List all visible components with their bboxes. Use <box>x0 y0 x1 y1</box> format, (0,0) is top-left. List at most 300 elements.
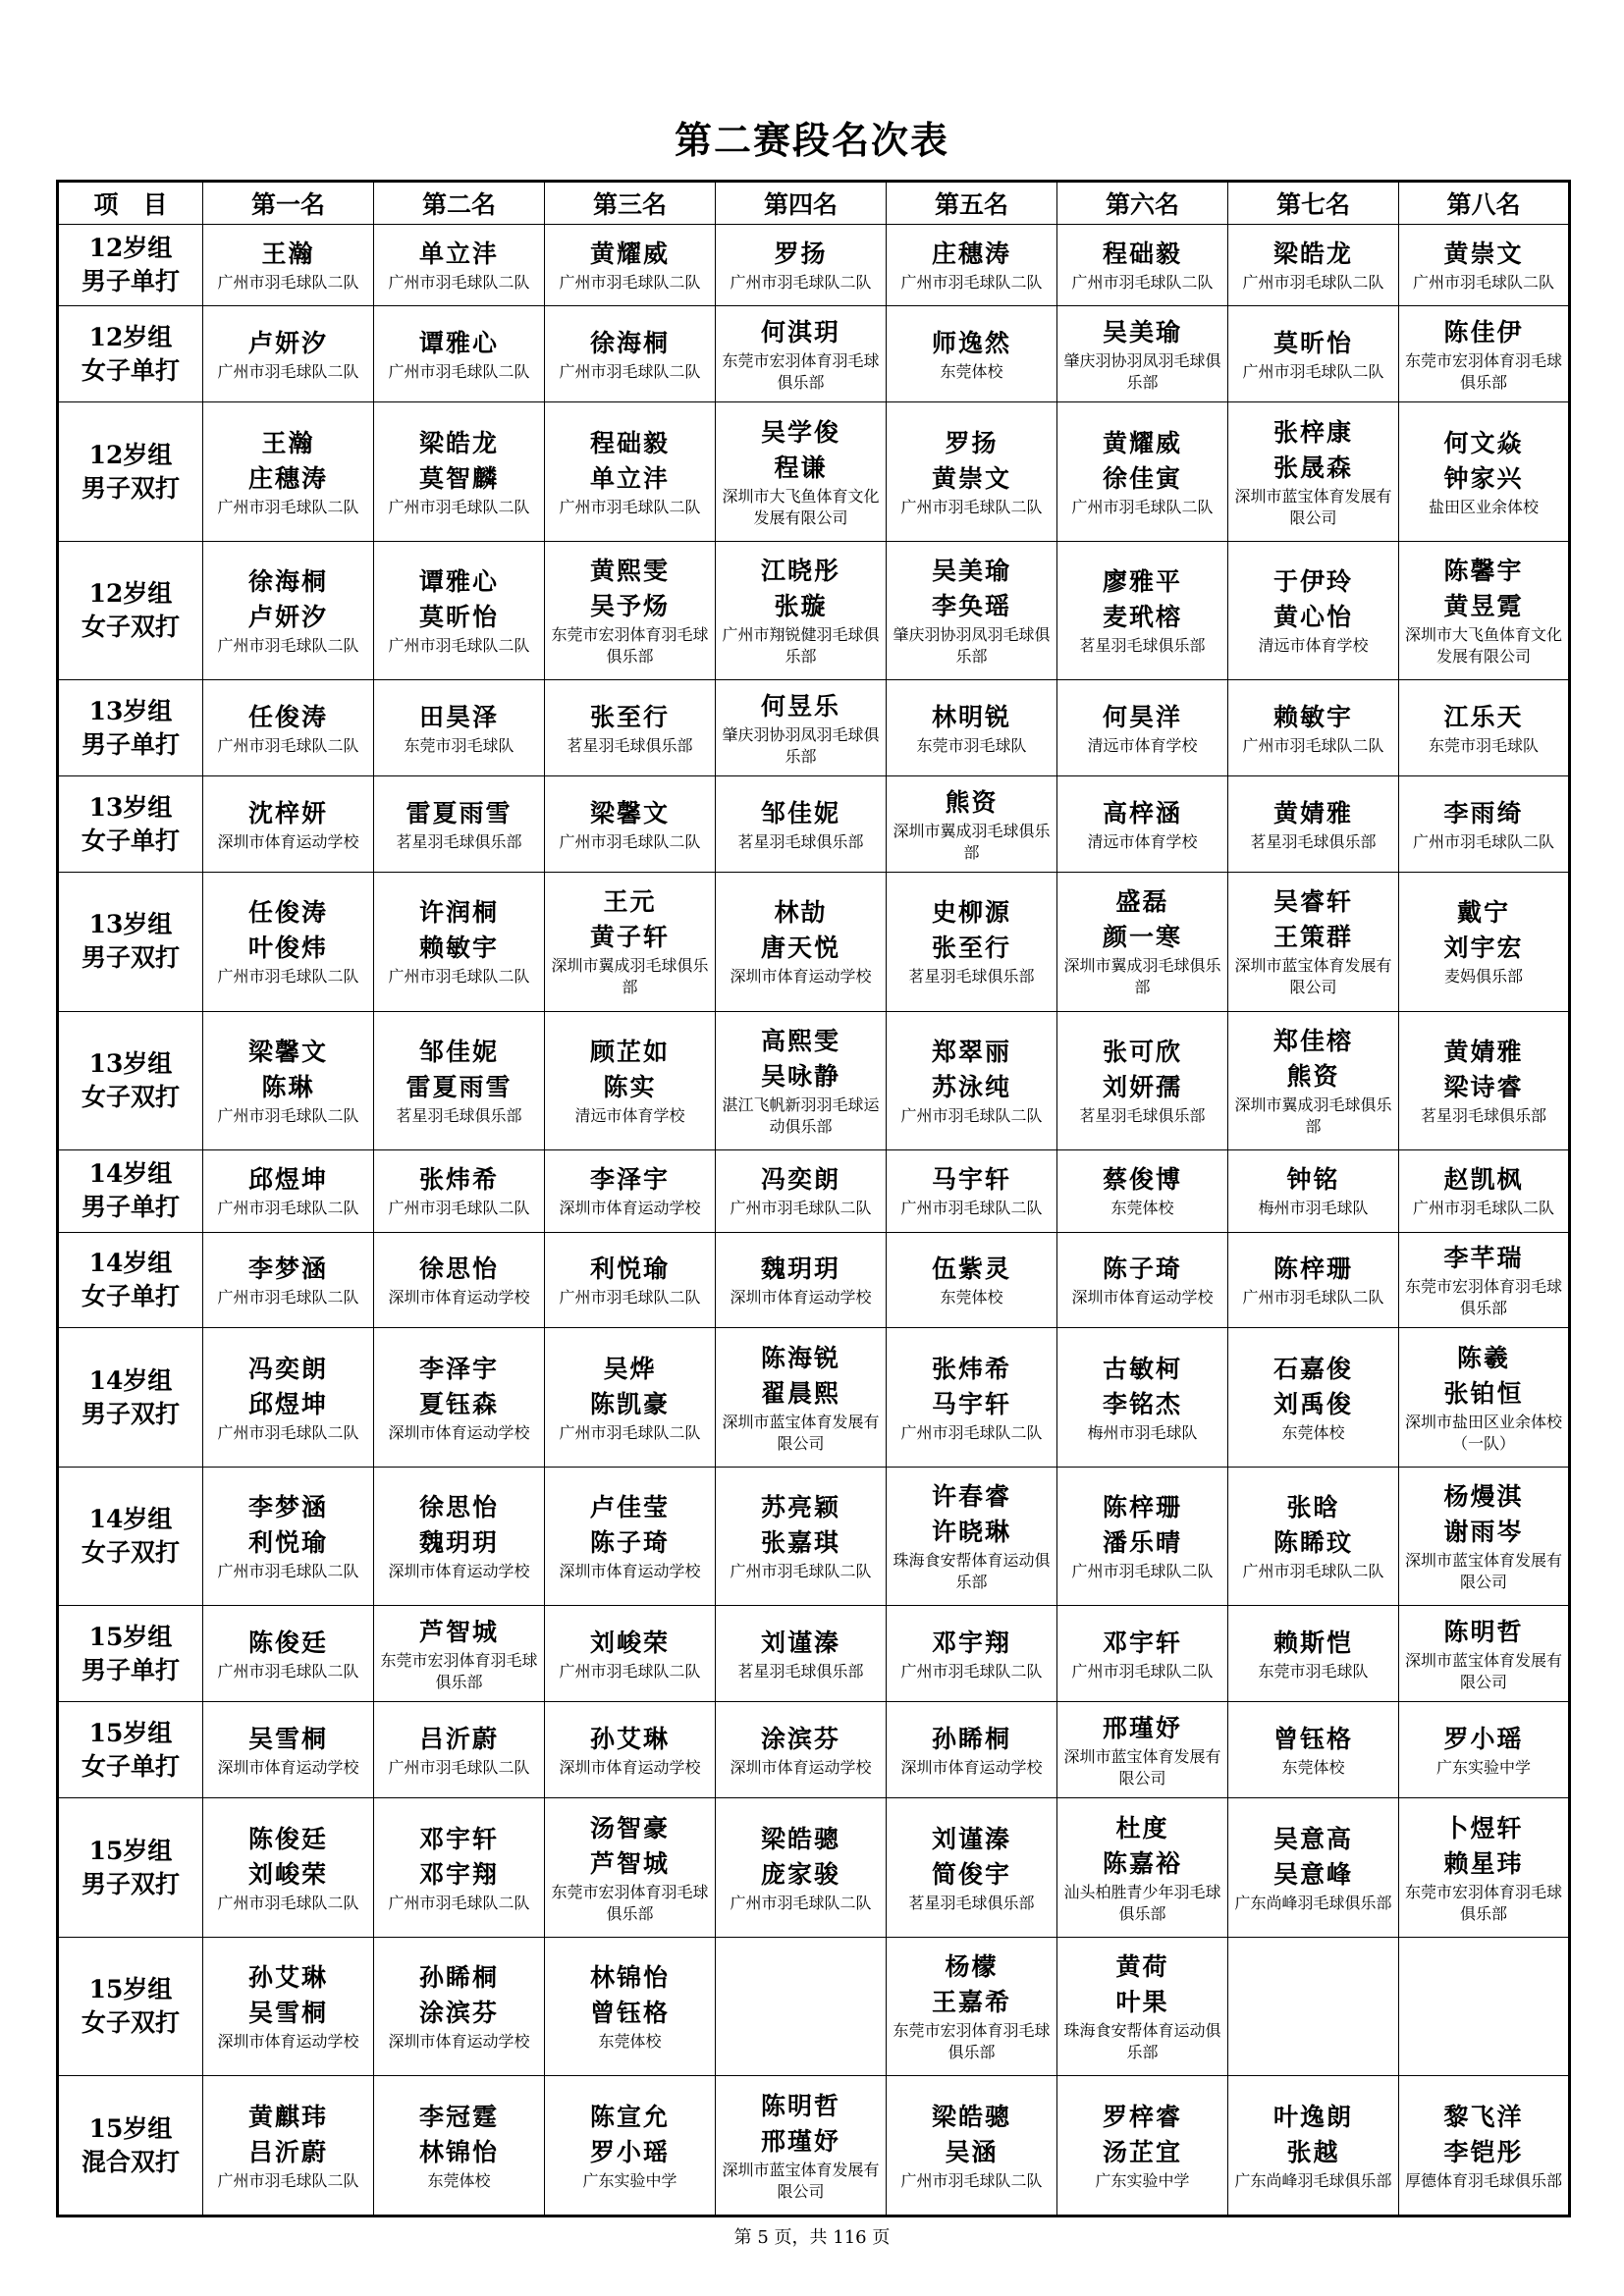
club-name: 深圳市体育运动学校 <box>1071 1288 1214 1307</box>
club-name: 清远市体育学校 <box>1087 831 1198 851</box>
player-name: 颜一寒 <box>1102 923 1182 952</box>
player-name: 何文焱 <box>1443 428 1524 457</box>
player-name: 孙艾琳 <box>247 1962 328 1992</box>
event-age-group: 14岁组 <box>88 1249 173 1277</box>
club-name: 广州市羽毛球队二队 <box>900 1199 1043 1218</box>
club-name: 广州市羽毛球队二队 <box>1242 1288 1384 1307</box>
club-name: 清远市体育学校 <box>1087 735 1198 755</box>
player-name: 陈实 <box>603 1072 657 1101</box>
rank-6-cell <box>1057 1011 1228 1149</box>
event-cell <box>58 306 203 402</box>
header-row <box>58 182 1570 225</box>
club-name: 深圳市体育运动学校 <box>559 1562 701 1581</box>
player-name: 吴美瑜 <box>931 557 1011 586</box>
player-name: 张璇 <box>774 592 828 621</box>
player-name: 陈嘉裕 <box>1102 1848 1182 1878</box>
player-name: 张铂恒 <box>1443 1378 1524 1408</box>
rank-7-cell <box>1228 225 1399 306</box>
player-name: 吴咏静 <box>760 1061 840 1091</box>
club-name: 茗星羽毛球俱乐部 <box>396 1105 522 1125</box>
club-name: 清远市体育学校 <box>1258 636 1369 656</box>
club-name: 深圳市体育运动学校 <box>388 1562 530 1581</box>
player-name: 吴学俊 <box>760 417 840 447</box>
rank-2-cell <box>374 1232 545 1328</box>
club-name: 深圳市体育运动学校 <box>900 1757 1043 1777</box>
rank-3-cell <box>545 1150 716 1232</box>
club-name: 广州市羽毛球队二队 <box>900 1105 1043 1125</box>
club-name: 东莞体校 <box>1281 1757 1345 1777</box>
rank-2-cell <box>374 402 545 541</box>
rank-6-cell <box>1057 1937 1228 2075</box>
player-name: 马宇轩 <box>931 1389 1011 1418</box>
rank-8-cell <box>1399 1150 1570 1232</box>
player-name: 许春睿 <box>931 1482 1011 1512</box>
club-name: 梅州市羽毛球队 <box>1258 1199 1369 1218</box>
rank-6-cell <box>1057 1232 1228 1328</box>
player-name: 罗梓睿 <box>1102 2102 1182 2131</box>
player-name: 廖雅平 <box>1102 567 1182 597</box>
rank-7-cell <box>1228 1937 1399 2075</box>
rank-5-cell <box>887 1702 1057 1798</box>
player-name: 赖敏宇 <box>1272 702 1353 731</box>
event-discipline: 女子单打 <box>81 1751 180 1781</box>
club-name: 茗星羽毛球俱乐部 <box>908 1893 1035 1912</box>
club-name: 梅州市羽毛球队 <box>1087 1422 1198 1442</box>
club-name: 深圳市体育运动学校 <box>388 1288 530 1307</box>
event-age-group: 15岁组 <box>88 1836 173 1865</box>
club-name: 盐田区业余体校 <box>1428 497 1539 516</box>
player-name: 陈琳 <box>261 1072 315 1101</box>
player-name: 于伊玲 <box>1272 567 1353 597</box>
player-name: 陈俊廷 <box>247 1824 328 1853</box>
rank-7-cell <box>1228 1011 1399 1149</box>
event-discipline: 男子双打 <box>81 473 180 503</box>
rank-4-cell <box>716 402 887 541</box>
rank-1-cell <box>203 680 374 776</box>
player-name: 叶果 <box>1115 1987 1169 2016</box>
event-cell <box>58 1232 203 1328</box>
player-name: 蔡俊博 <box>1102 1165 1182 1195</box>
player-name: 吴予炀 <box>589 592 670 621</box>
player-name: 许晓琳 <box>931 1518 1011 1547</box>
player-name: 石嘉俊 <box>1272 1354 1353 1383</box>
club-name: 深圳市蓝宝体育发展有限公司 <box>1063 1746 1221 1788</box>
rank-3-cell <box>545 873 716 1011</box>
table-row <box>58 1328 1570 1467</box>
club-name: 东莞体校 <box>427 2170 491 2190</box>
event-discipline: 女子双打 <box>81 2007 180 2037</box>
player-name: 梁皓骢 <box>931 2102 1011 2131</box>
player-name: 曾钰格 <box>1272 1724 1353 1753</box>
rank-8-cell <box>1399 1606 1570 1702</box>
rank-4-cell <box>716 1011 887 1149</box>
event-cell <box>58 1467 203 1605</box>
header-rank-8: 第八名 <box>1399 182 1570 225</box>
player-name: 刘谨溱 <box>760 1628 840 1657</box>
player-name: 庞家骏 <box>760 1859 840 1889</box>
club-name: 广东实验中学 <box>1435 1757 1531 1777</box>
player-name: 芦智城 <box>418 1617 499 1646</box>
header-event: 项 目 <box>58 182 203 225</box>
player-name: 利悦瑜 <box>247 1528 328 1558</box>
player-name: 单立沣 <box>589 463 670 493</box>
table-row <box>58 1011 1570 1149</box>
player-name: 盛磊 <box>1115 887 1169 917</box>
event-cell <box>58 776 203 873</box>
player-name: 刘谨溱 <box>931 1824 1011 1853</box>
player-name: 黄婧雅 <box>1272 798 1353 828</box>
club-name: 茗星羽毛球俱乐部 <box>737 1661 864 1681</box>
player-name: 伍紫灵 <box>931 1255 1011 1283</box>
rank-8-cell <box>1399 541 1570 679</box>
rank-2-cell <box>374 1702 545 1798</box>
player-name: 冯奕朗 <box>247 1354 328 1383</box>
rank-1-cell <box>203 1011 374 1149</box>
club-name: 广州市羽毛球队二队 <box>217 735 359 755</box>
club-name: 广州市羽毛球队二队 <box>217 1562 359 1581</box>
club-name: 广州市羽毛球队二队 <box>1412 1199 1554 1218</box>
club-name: 广州市羽毛球队二队 <box>900 2170 1043 2190</box>
club-name: 广州市羽毛球队二队 <box>388 273 530 293</box>
player-name: 杨檬 <box>945 1951 999 1981</box>
club-name: 广州市羽毛球队二队 <box>900 497 1043 516</box>
rank-6-cell <box>1057 225 1228 306</box>
rank-2-cell <box>374 1150 545 1232</box>
player-name: 林劼 <box>774 898 828 928</box>
player-name: 陈凯豪 <box>589 1389 670 1418</box>
rank-3-cell <box>545 1011 716 1149</box>
club-name: 清远市体育学校 <box>574 1105 685 1125</box>
event-discipline: 女子单打 <box>81 826 180 855</box>
player-name: 程谦 <box>774 453 828 482</box>
player-name: 陈梓珊 <box>1102 1493 1182 1522</box>
rank-6-cell <box>1057 2076 1228 2216</box>
club-name: 肇庆羽协羽凤羽毛球俱乐部 <box>893 625 1051 667</box>
club-name: 深圳市翼成羽毛球俱乐部 <box>893 821 1051 862</box>
rank-8-cell <box>1399 1467 1570 1605</box>
rank-8-cell <box>1399 2076 1570 2216</box>
player-name: 卢妍汐 <box>247 328 328 357</box>
player-name: 林锦怡 <box>418 2137 499 2166</box>
rank-8-cell <box>1399 1937 1570 2075</box>
event-age-group: 12岁组 <box>88 234 173 263</box>
player-name: 陈馨宇 <box>1443 557 1524 586</box>
club-name: 广州市羽毛球队二队 <box>730 1893 872 1912</box>
table-row <box>58 1937 1570 2075</box>
club-name: 深圳市体育运动学校 <box>217 1757 359 1777</box>
club-name: 深圳市翼成羽毛球俱乐部 <box>1063 956 1221 997</box>
player-name: 吴烨 <box>603 1354 657 1383</box>
club-name: 肇庆羽协羽凤羽毛球俱乐部 <box>1063 350 1221 392</box>
player-name: 叶逸朗 <box>1272 2102 1353 2131</box>
rank-5-cell <box>887 873 1057 1011</box>
rank-7-cell <box>1228 306 1399 402</box>
club-name: 广东实验中学 <box>582 2170 677 2190</box>
club-name: 广州市羽毛球队二队 <box>217 1288 359 1307</box>
rank-7-cell <box>1228 1606 1399 1702</box>
club-name: 东莞市宏羽体育羽毛球俱乐部 <box>551 625 709 667</box>
club-name: 广州市羽毛球队二队 <box>1412 831 1554 851</box>
player-name: 涂滨芬 <box>418 1998 499 2027</box>
table-row <box>58 680 1570 776</box>
player-name: 唐天悦 <box>760 934 840 963</box>
rank-2-cell <box>374 873 545 1011</box>
event-age-group: 15岁组 <box>88 1622 173 1651</box>
player-name: 何昊洋 <box>1102 702 1182 731</box>
rank-2-cell <box>374 776 545 873</box>
player-name: 刘妍孺 <box>1102 1072 1182 1101</box>
club-name: 广州市羽毛球队二队 <box>1242 735 1384 755</box>
rank-1-cell <box>203 1232 374 1328</box>
club-name: 深圳市盐田区业余体校（一队） <box>1404 1412 1562 1453</box>
club-name: 广州市羽毛球队二队 <box>217 497 359 516</box>
club-name: 深圳市翼成羽毛球俱乐部 <box>551 956 709 997</box>
club-name: 东莞体校 <box>598 2031 662 2051</box>
club-name: 深圳市体育运动学校 <box>559 1757 701 1777</box>
player-name: 张至行 <box>931 934 1011 963</box>
rank-5-cell <box>887 776 1057 873</box>
player-name: 潘乐晴 <box>1102 1528 1182 1558</box>
player-name: 李梦涵 <box>247 1493 328 1522</box>
rank-8-cell <box>1399 1798 1570 1937</box>
player-name: 翟晨熙 <box>760 1378 840 1408</box>
player-name: 吴睿轩 <box>1272 887 1353 917</box>
rank-4-cell <box>716 873 887 1011</box>
player-name: 庄穗涛 <box>931 240 1011 269</box>
player-name: 何昱乐 <box>760 691 840 721</box>
rank-4-cell <box>716 1467 887 1605</box>
player-name: 赵凯枫 <box>1443 1165 1524 1195</box>
player-name: 任俊涛 <box>247 898 328 928</box>
player-name: 林锦怡 <box>589 1962 670 1992</box>
rank-1-cell <box>203 225 374 306</box>
player-name: 张晟森 <box>1272 453 1353 482</box>
player-name: 黄荷 <box>1115 1951 1169 1981</box>
club-name: 广州市羽毛球队二队 <box>388 361 530 381</box>
player-name: 黄熙雯 <box>589 557 670 586</box>
player-name: 梁皓龙 <box>1272 240 1353 269</box>
club-name: 广州市羽毛球队二队 <box>217 361 359 381</box>
club-name: 广东实验中学 <box>1095 2170 1190 2190</box>
club-name: 广州市羽毛球队二队 <box>559 497 701 516</box>
header-rank-5: 第五名 <box>887 182 1057 225</box>
event-cell <box>58 1150 203 1232</box>
rank-7-cell <box>1228 680 1399 776</box>
player-name: 魏玥玥 <box>760 1255 840 1283</box>
player-name: 吴美瑜 <box>1102 317 1182 347</box>
club-name: 广州市羽毛球队二队 <box>1071 273 1214 293</box>
event-cell <box>58 2076 203 2216</box>
rank-4-cell <box>716 1150 887 1232</box>
club-name: 深圳市体育运动学校 <box>388 1422 530 1442</box>
player-name: 黄崇文 <box>931 463 1011 493</box>
club-name: 广州市羽毛球队二队 <box>388 1893 530 1912</box>
club-name: 东莞体校 <box>940 361 1003 381</box>
rank-3-cell <box>545 1702 716 1798</box>
event-age-group: 12岁组 <box>88 440 173 469</box>
club-name: 广州市羽毛球队二队 <box>730 1562 872 1581</box>
event-discipline: 女子双打 <box>81 613 180 642</box>
rank-8-cell <box>1399 1702 1570 1798</box>
rank-4-cell <box>716 1232 887 1328</box>
rank-2-cell <box>374 1606 545 1702</box>
club-name: 珠海食安帮体育运动俱乐部 <box>893 1551 1051 1592</box>
rank-3-cell <box>545 306 716 402</box>
event-age-group: 13岁组 <box>88 910 173 939</box>
player-name: 陈子琦 <box>589 1528 670 1558</box>
rank-6-cell <box>1057 873 1228 1011</box>
player-name: 黎飞洋 <box>1443 2102 1524 2131</box>
player-name: 陈宣允 <box>589 2102 670 2131</box>
rank-5-cell <box>887 1798 1057 1937</box>
player-name: 程础毅 <box>1102 240 1182 269</box>
header-rank-6: 第六名 <box>1057 182 1228 225</box>
rank-6-cell <box>1057 1328 1228 1467</box>
club-name: 茗星羽毛球俱乐部 <box>737 831 864 851</box>
club-name: 深圳市体育运动学校 <box>730 1288 872 1307</box>
header-rank-1: 第一名 <box>203 182 374 225</box>
player-name: 邓宇翔 <box>931 1628 1011 1657</box>
player-name: 冯奕朗 <box>760 1165 840 1195</box>
player-name: 庄穗涛 <box>247 463 328 493</box>
rank-5-cell <box>887 680 1057 776</box>
club-name: 东莞市宏羽体育羽毛球俱乐部 <box>1404 1882 1562 1923</box>
event-age-group: 15岁组 <box>88 1718 173 1747</box>
player-name: 陈明哲 <box>760 2091 840 2120</box>
rank-8-cell <box>1399 225 1570 306</box>
player-name: 黄耀威 <box>1102 428 1182 457</box>
event-cell <box>58 225 203 306</box>
rank-3-cell <box>545 1937 716 2075</box>
player-name: 罗扬 <box>945 428 999 457</box>
player-name: 钟家兴 <box>1443 463 1524 493</box>
player-name: 邓宇翔 <box>418 1859 499 1889</box>
player-name: 黄昱霓 <box>1443 592 1524 621</box>
player-name: 黄心怡 <box>1272 603 1353 632</box>
player-name: 黄耀威 <box>589 240 670 269</box>
player-name: 陈佳伊 <box>1443 317 1524 347</box>
player-name: 田昊泽 <box>418 702 499 731</box>
club-name: 东莞体校 <box>940 1288 1003 1307</box>
rank-4-cell <box>716 1328 887 1467</box>
club-name: 深圳市蓝宝体育发展有限公司 <box>1234 486 1392 527</box>
rank-2-cell <box>374 1798 545 1937</box>
rank-8-cell <box>1399 680 1570 776</box>
table-row <box>58 541 1570 679</box>
rank-2-cell <box>374 541 545 679</box>
player-name: 李铠彤 <box>1443 2137 1524 2166</box>
table-row <box>58 1798 1570 1937</box>
club-name: 湛江飞帆新羽羽毛球运动俱乐部 <box>722 1095 880 1136</box>
rank-4-cell <box>716 2076 887 2216</box>
table-row <box>58 2076 1570 2216</box>
player-name: 戴宁 <box>1456 898 1510 928</box>
rank-2-cell <box>374 680 545 776</box>
club-name: 广州市羽毛球队二队 <box>1071 497 1214 516</box>
rank-1-cell <box>203 1937 374 2075</box>
player-name: 卢佳莹 <box>589 1493 670 1522</box>
event-cell <box>58 1702 203 1798</box>
club-name: 深圳市体育运动学校 <box>559 1199 701 1218</box>
player-name: 黄崇文 <box>1443 240 1524 269</box>
player-name: 刘宇宏 <box>1443 934 1524 963</box>
rank-4-cell <box>716 776 887 873</box>
rank-7-cell <box>1228 873 1399 1011</box>
club-name: 茗星羽毛球俱乐部 <box>1250 831 1377 851</box>
rank-5-cell <box>887 541 1057 679</box>
club-name: 广州市羽毛球队二队 <box>217 2170 359 2190</box>
player-name: 沈梓妍 <box>247 798 328 828</box>
club-name: 东莞市宏羽体育羽毛球俱乐部 <box>1404 1277 1562 1317</box>
rank-2-cell <box>374 1011 545 1149</box>
club-name: 广州市羽毛球队二队 <box>388 1199 530 1218</box>
header-rank-2: 第二名 <box>374 182 545 225</box>
event-cell <box>58 402 203 541</box>
header-rank-3: 第三名 <box>545 182 716 225</box>
player-name: 谢雨岑 <box>1443 1518 1524 1547</box>
player-name: 梁诗睿 <box>1443 1072 1524 1101</box>
rank-6-cell <box>1057 1702 1228 1798</box>
rank-3-cell <box>545 225 716 306</box>
rank-4-cell <box>716 1606 887 1702</box>
event-discipline: 女子双打 <box>81 1538 180 1568</box>
club-name: 茗星羽毛球俱乐部 <box>567 735 693 755</box>
player-name: 李冠霆 <box>418 2102 499 2131</box>
player-name: 邢瑾妤 <box>1102 1713 1182 1742</box>
player-name: 张晗 <box>1286 1493 1340 1522</box>
player-name: 钟铭 <box>1286 1165 1340 1195</box>
player-name: 吕沂蔚 <box>418 1724 499 1753</box>
player-name: 徐思怡 <box>418 1255 499 1283</box>
club-name: 广州市羽毛球队二队 <box>217 636 359 656</box>
rank-2-cell <box>374 1328 545 1467</box>
club-name: 深圳市体育运动学校 <box>217 2031 359 2051</box>
event-discipline: 男子双打 <box>81 1399 180 1428</box>
player-name: 刘峻荣 <box>589 1628 670 1657</box>
rank-2-cell <box>374 1937 545 2075</box>
event-discipline: 混合双打 <box>81 2147 180 2176</box>
rank-5-cell <box>887 306 1057 402</box>
player-name: 张可欣 <box>1102 1037 1182 1066</box>
rank-1-cell <box>203 2076 374 2216</box>
club-name: 茗星羽毛球俱乐部 <box>908 967 1035 987</box>
club-name: 广州市羽毛球队二队 <box>217 1105 359 1125</box>
player-name: 古敏柯 <box>1102 1354 1182 1383</box>
club-name: 肇庆羽协羽凤羽毛球俱乐部 <box>722 724 880 766</box>
rank-8-cell <box>1399 1011 1570 1149</box>
header-rank-4: 第四名 <box>716 182 887 225</box>
rank-3-cell <box>545 776 716 873</box>
player-name: 利悦瑜 <box>589 1255 670 1283</box>
player-name: 简俊宇 <box>931 1859 1011 1889</box>
rank-1-cell <box>203 776 374 873</box>
club-name: 深圳市体育运动学校 <box>217 831 359 851</box>
player-name: 邓宇轩 <box>418 1824 499 1853</box>
club-name: 广州市羽毛球队二队 <box>730 1199 872 1218</box>
rank-4-cell <box>716 541 887 679</box>
rank-4-cell <box>716 680 887 776</box>
club-name: 深圳市蓝宝体育发展有限公司 <box>722 2160 880 2201</box>
player-name: 夏钰森 <box>418 1389 499 1418</box>
rank-8-cell <box>1399 776 1570 873</box>
player-name: 杜度 <box>1115 1813 1169 1842</box>
table-row <box>58 402 1570 541</box>
club-name: 广州市羽毛球队二队 <box>388 497 530 516</box>
player-name: 任俊涛 <box>247 702 328 731</box>
event-age-group: 14岁组 <box>88 1159 173 1189</box>
club-name: 深圳市大飞鱼体育文化发展有限公司 <box>1404 625 1562 667</box>
club-name: 广州市羽毛球队二队 <box>559 1661 701 1681</box>
